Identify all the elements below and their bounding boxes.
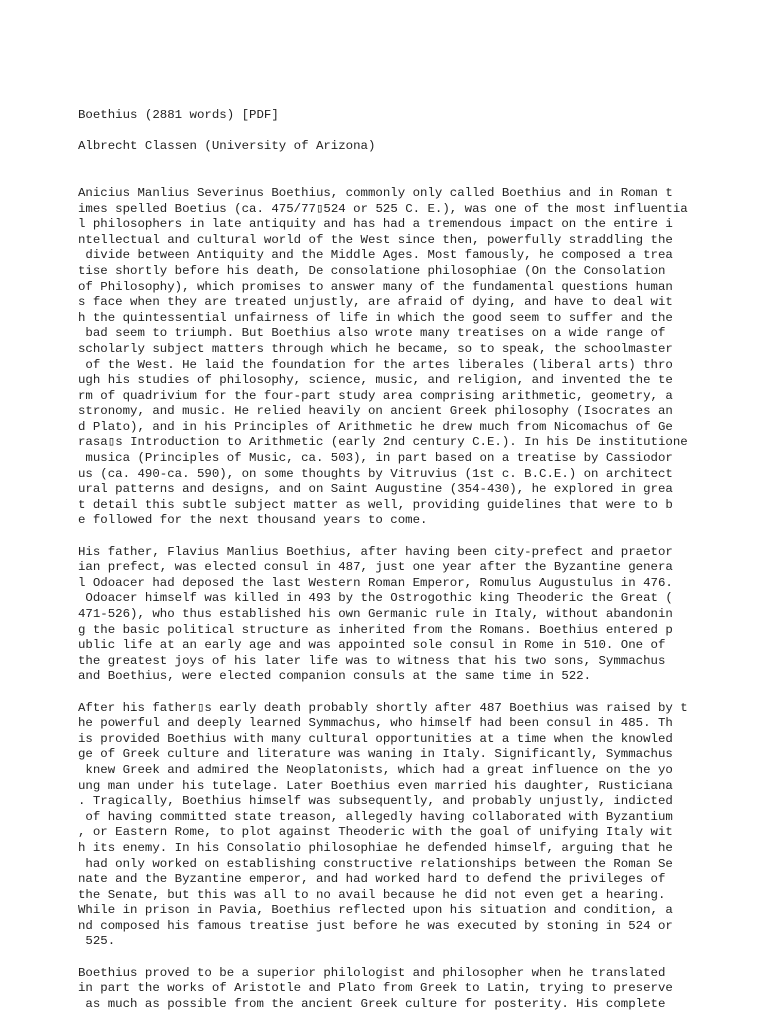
document-title: Boethius (2881 words) [PDF] [78,108,279,122]
blank-line [78,950,758,966]
paragraph-line: he powerful and deeply learned Symmachus, who himself had been consul in 485. Th [78,716,673,731]
paragraph-line: Anicius Manlius Severinus Boethius, commonly only called Boethius and in Roman t [78,185,673,200]
paragraph-line: l Odoacer had deposed the last Western Roman Emperor, Romulus Augustulus in 476. [78,575,673,590]
paragraph-line: t detail this subtle subject matter as well, providing guidelines that were to b [78,497,673,512]
paragraph-line: of having committed state treason, allegedly having collaborated with Byzantium [78,809,673,824]
paragraph-line: ian prefect, was elected consul in 487, just one year after the Byzantine genera [78,560,673,575]
blank-line [78,155,758,171]
paragraph-line: nate and the Byzantine emperor, and had worked hard to defend the privileges of [78,872,666,887]
paragraph-line: ural patterns and designs, and on Saint Augustine (354-430), he explored in grea [78,482,673,497]
paragraph-line: ublic life at an early age and was appointed sole consul in Rome in 510. One of [78,638,666,653]
paragraph-line: musica (Principles of Music, ca. 503), in part based on a treatise by Cassiodor [78,451,673,466]
blank-line [78,170,758,186]
paragraph-line: s face when they are treated unjustly, are afraid of dying, and have to deal wit [78,295,673,310]
paragraph-line: rm of quadrivium for the four-part study area comprising arithmetic, geometry, a [78,388,673,403]
paragraph-line: After his father▯s early death probably shortly after 487 Boethius was raised by t [78,700,688,715]
paragraph-line: knew Greek and admired the Neoplatonists, which had a great influence on the yo [78,762,673,777]
paragraph-line: nd composed his famous treatise just before he was executed by stoning in 524 or [78,918,673,933]
paragraph-line: ung man under his tutelage. Later Boethius even married his daughter, Rusticiana [78,778,673,793]
paragraph-line: ntellectual and cultural world of the West since then, powerfully straddling the [78,232,673,247]
paragraph-line: While in prison in Pavia, Boethius reflected upon his situation and condition, a [78,903,673,918]
paragraph-line: d Plato), and in his Principles of Arithmetic he drew much from Nicomachus of Ge [78,419,673,434]
document-body [78,186,758,1012]
blank-line [78,124,758,140]
paragraph-line: rasa▯s Introduction to Arithmetic (early 2nd century C.E.). In his De institutione [78,435,688,450]
paragraph-line: and Boethius, were elected companion consuls at the same time in 522. [78,669,592,684]
paragraph-line: stronomy, and music. He relied heavily on ancient Greek philosophy (Isocrates an [78,404,673,419]
paragraph-line: bad seem to triumph. But Boethius also wrote many treatises on a wide range of [78,326,666,341]
paragraph-line: . Tragically, Boethius himself was subsequently, and probably unjustly, indicted [78,794,673,809]
paragraph-line: of Philosophy), which promises to answer many of the fundamental questions human [78,279,673,294]
paragraph-line: of the West. He laid the foundation for the artes liberales (liberal arts) thro [78,357,673,372]
paragraph-line: Odoacer himself was killed in 493 by the Ostrogothic king Theoderic the Great ( [78,591,673,606]
paragraph-line: His father, Flavius Manlius Boethius, after having been city-prefect and praetor [78,544,673,559]
paragraph-line: ge of Greek culture and literature was waning in Italy. Significantly, Symmachus [78,747,673,762]
paragraph-line: the Senate, but this was all to no avail because he did not even get a hearing. [78,887,666,902]
paragraph-line: tise shortly before his death, De consolatione philosophiae (On the Consolation [78,263,666,278]
blank-line [78,529,758,545]
document-author: Albrecht Classen (University of Arizona) [78,139,376,154]
paragraph-line: h the quintessential unfairness of life in which the good seem to suffer and the [78,310,673,325]
paragraph-line: imes spelled Boetius (ca. 475/77▯524 or 525 C. E.), was one of the most influentia [78,201,688,216]
paragraph-line: as much as possible from the ancient Greek culture for posterity. His complete [78,996,666,1011]
paragraph-line: is provided Boethius with many cultural opportunities at a time when the knowled [78,731,673,746]
paragraph-line: the greatest joys of his later life was to witness that his two sons, Symmachus [78,653,666,668]
paragraph-line: ugh his studies of philosophy, science, music, and religion, and invented the te [78,373,673,388]
paragraph-line: us (ca. 490-ca. 590), on some thoughts by Vitruvius (1st c. B.C.E.) on architect [78,466,673,481]
paragraph-line: Boethius proved to be a superior philologist and philosopher when he translated [78,965,666,980]
paragraph-line: divide between Antiquity and the Middle Ages. Most famously, he composed a trea [78,248,673,263]
paragraph-line: e followed for the next thousand years to come. [78,513,428,528]
blank-line [78,685,758,701]
paragraph-line: in part the works of Aristotle and Plato from Greek to Latin, trying to preserve [78,981,673,996]
document-text [78,108,758,1012]
paragraph-line: h its enemy. In his Consolatio philosophiae he defended himself, arguing that he [78,840,673,855]
paragraph-line: g the basic political structure as inherited from the Romans. Boethius entered p [78,622,673,637]
paragraph-line: 471-526), who thus established his own Germanic rule in Italy, without abandonin [78,607,673,621]
paragraph-line: 525. [78,934,116,949]
paragraph-line: scholarly subject matters through which he became, so to speak, the schoolmaster [78,341,673,356]
paragraph-line: , or Eastern Rome, to plot against Theoderic with the goal of unifying Italy wit [78,825,673,840]
paragraph-line: l philosophers in late antiquity and has had a tremendous impact on the entire i [78,217,673,232]
paragraph-line: had only worked on establishing constructive relationships between the Roman Se [78,856,673,871]
